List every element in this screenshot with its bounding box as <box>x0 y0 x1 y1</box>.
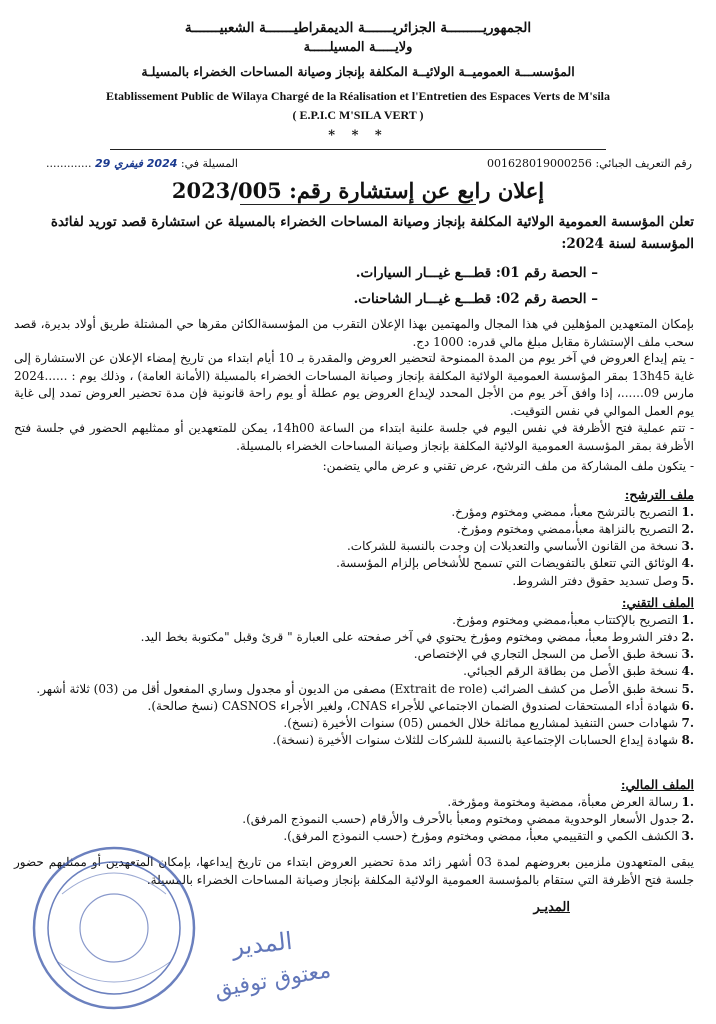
list-item: .1 رسالة العرض معبأة، ممضية ومختومة ومؤرخة. <box>447 795 694 809</box>
official-stamp <box>28 842 200 1014</box>
institution-fr: Etablissement Public de Wilaya Chargé de la Réalisation et l'Entretien des Espaces Verts de M'sila <box>106 89 610 103</box>
nif-label: رقم التعريف الجبائي: <box>595 157 692 170</box>
header-stars: * * * <box>328 128 388 143</box>
director-title: المديـر <box>533 900 570 915</box>
paragraph-withdrawal: بإمكان المتعهدين المؤهلين في هذا المجال والمهتمين بهذا الإعلان التقرب من المؤسسةالكائن مقرها حي المشتلة طريق أولاد بديرة، قصد سحب ملف الإستشارة مقابل مبلغ مالي قدره: 1000 دج. <box>14 317 694 349</box>
date-label: المسيلة في: <box>180 157 238 170</box>
wilaya-header: ولايـــــة المسيلـــــة <box>303 40 413 55</box>
list-item: .7 شهادات حسن التنفيذ لمشاريع مماثلة خلال الخمس (05) سنوات الأخيرة (نسخ). <box>283 715 694 730</box>
paragraph-deposit: - يتم إيداع العروض في آخر يوم من المدة الممنوحة لتحضير العروض والمقدرة بـ 10 أيام ابتداء من تاريخ إمضاء الإعلان عن الاستشارة إلى غاية 13h45 بمقر المؤسسة العمومية الولائية المكلفة بإنجاز وصيانة المساحات الخضراء بالمسيلة (الأمانة العامة) ، وذلك يوم : ......2024 مارس 09......، إذا وافق آخر يوم من الأجل المحدد لإيداع العروض يوم عطلة أو يوم راحة قانونية فإن مدة تحضير العروض تمدد إلى غاية يوم العمل الموالي في نفس التوقيت. <box>14 351 695 418</box>
list-item: .5 نسخة طبق الأصل من كشف الضرائب (Extrait de role) مصفى من الديون أو مجدول وساري المفعول أقل من (03) ثلاثة أشهر. <box>36 681 694 696</box>
republic-header: الجمهوريـــــــــة الجزائريـــــــة الديمقراطيـــــــة الشعبيـــــــة <box>184 20 532 36</box>
list-item: .3 الكشف الكمي و التقييمي معبأ، ممضي ومختوم ومؤرخ (حسب النموذج المرفق). <box>283 829 694 844</box>
candidature-list <box>14 504 694 590</box>
list-item: .4 الوثائق التي تتعلق بالتفويضات التي تسمح للأشخاص بإلزام المؤسسة. <box>336 556 694 571</box>
paragraph-opening: - تتم عملية فتح الأظرفة في نفس اليوم في جلسة علنية ابتداء من الساعة 14h00، يمكن للمتعهدين أو ممثليهم الحضور في جلسة فتح الأظرفة بمقر المؤسسة العمومية الولائية المكلفة بإنجاز وصيانة المساحات الخضراء بالمسيلة. <box>14 421 694 453</box>
header-divider <box>110 149 606 150</box>
nif-value: 001628019000256 <box>486 157 592 170</box>
list-item: .4 نسخة طبق الأصل من بطاقة الرقم الجبائي. <box>463 664 694 679</box>
list-item: .2 جدول الأسعار الوحدوية ممضي ومختوم ومعبأ بالأحرف والأرقام (حسب النموذج المرفق). <box>242 812 694 827</box>
technical-list <box>14 612 694 749</box>
lot-1: – الحصة رقم 01: قطـــع غيـــار السيارات. <box>355 265 598 281</box>
handwritten-name: معتوق توفيق <box>212 957 333 1004</box>
list-item: .3 نسخة طبق الأصل من السجل التجاري في الإختصاص. <box>413 647 694 662</box>
list-item: .3 نسخة من القانون الأساسي والتعديلات إن وجدت بالنسبة للشركات. <box>346 539 694 554</box>
title-underline <box>240 204 476 205</box>
paragraph-composition: - يتكون ملف المشاركة من ملف الترشح، عرض تقني و عرض مالي يتضمن: <box>322 459 694 473</box>
nif-block <box>487 157 692 170</box>
list-item: .1 التصريح بالإكتتاب معبأ،ممضي ومختوم ومؤرخ. <box>452 613 694 627</box>
announcement-title: إعلان رابع عن إستشارة رقم: 2023/005 <box>171 178 545 203</box>
list-item: .5 وصل تسديد حقوق دفتر الشروط. <box>512 573 694 588</box>
list-item: .2 دفتر الشروط معبأ، ممضي ومختوم ومؤرخ يحتوي في آخر صفحته على العبارة " قرئ وقبل "مكتوبة بخط اليد. <box>140 630 694 645</box>
handwritten-director: المدير <box>230 926 294 962</box>
closing-paragraph: يبقى المتعهدون ملزمين بعروضهم لمدة 03 أشهر زائد مدة تحضير العروض ابتداء من تاريخ إيداعها، بإمكان المتعهدين أو ممثليهم حضور جلسة فتح الأظرفة التي ستقام بالمؤسسة العمومية الولائية المكلفة بإنجاز وصيانة المساحات الخضراء بالمسيلة. <box>14 855 694 887</box>
institution-acronym: ( E.P.I.C M'SILA VERT ) <box>292 108 424 122</box>
lot-2: – الحصة رقم 02: قطـــع غيـــار الشاحنات. <box>353 291 598 307</box>
list-item: .1 التصريح بالترشح معبأ، ممضي ومختوم ومؤرخ. <box>451 505 694 519</box>
candidature-heading: ملف الترشح: <box>624 487 694 502</box>
list-item: .2 التصريح بالنزاهة معبأ،ممضي ومختوم ومؤرخ. <box>456 522 694 537</box>
date-handwritten: 2024 فيفري 29 <box>94 157 178 170</box>
date-block: المسيلة في: 2024 فيفري 29 ............. <box>46 157 238 170</box>
list-item: .6 شهادة أداء المستحقات لصندوق الضمان الاجتماعي للأجراء CNAS، ولغير الأجراء CASNOS (نسخ صالحة). <box>147 698 694 713</box>
list-item: .8 شهادة إيداع الحسابات الإجتماعية بالنسبة للشركات للثلاث سنوات الأخيرة (نسخة). <box>272 733 694 748</box>
technical-heading: الملف التقني: <box>621 595 694 610</box>
financial-list <box>14 794 694 845</box>
announcement-intro: تعلن المؤسسة العمومية الولائية المكلفة بإنجاز وصيانة المساحات الخضراء بالمسيلة عن استشارة قصد توريد لفائدة المؤسسة لسنة 2024: <box>50 214 694 252</box>
financial-heading: الملف المالي: <box>620 777 694 792</box>
institution-ar: المؤسســـة العموميــة الولائيــة المكلفة بإنجاز وصيانة المساحات الخضراء بالمسيلـة <box>141 64 575 79</box>
